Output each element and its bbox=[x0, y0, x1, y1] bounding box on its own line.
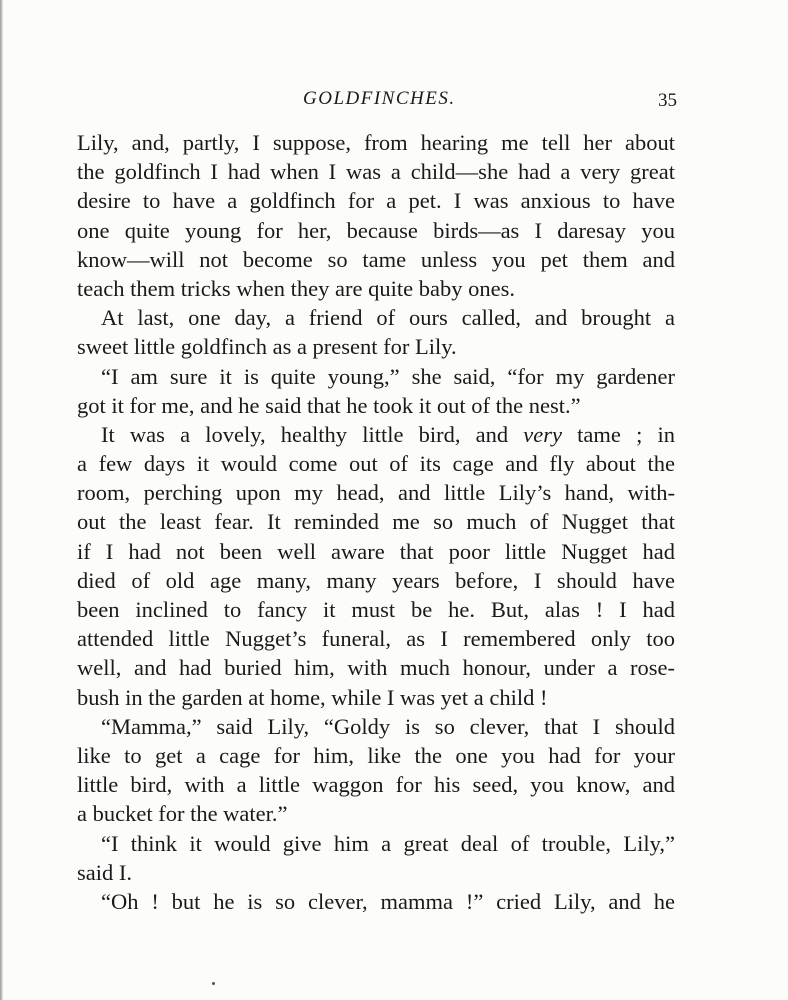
text-line: a bucket for the water.” bbox=[77, 801, 288, 827]
text-line: been inclined to fancy it must be he. But, alas ! I had bbox=[77, 597, 675, 622]
text-line: Lily, and, partly, I suppose, from hearing me tell her about bbox=[77, 130, 675, 155]
print-speck bbox=[212, 982, 215, 985]
text-line: well, and had buried him, with much honour, under a rose- bbox=[77, 655, 675, 681]
text-line: like to get a cage for him, like the one you had for your bbox=[77, 742, 675, 768]
text-line: if I had not been well aware that poor little Nugget had bbox=[77, 538, 675, 564]
page-edge-shadow bbox=[0, 0, 3, 1000]
text-line: got it for me, and he said that he took it out of the nest.” bbox=[77, 392, 581, 418]
text-line: “Oh ! but he is so clever, mamma !” cried Lily, and he bbox=[101, 888, 675, 914]
text-line: little bird, with a little waggon for his seed, you know, and bbox=[77, 772, 675, 798]
text-line: desire to have a goldfinch for a pet. I was anxious to have bbox=[77, 188, 675, 214]
chapter-title: GOLDFINCHES. bbox=[303, 88, 456, 109]
text-line: know—will not become so tame unless you pet them and bbox=[77, 246, 675, 272]
text-line: out the least fear. It reminded me so much of Nugget that bbox=[77, 509, 675, 535]
text-line: It was a lovely, healthy little bird, and very tame ; in bbox=[101, 421, 675, 447]
page-number: 35 bbox=[658, 90, 677, 111]
text-line: said I. bbox=[77, 859, 132, 885]
text-line: died of old age many, many years before, I should have bbox=[77, 567, 675, 593]
text-line: bush in the garden at home, while I was yet a child ! bbox=[77, 684, 548, 710]
text-line: a few days it would come out of its cage and fly about the bbox=[77, 451, 675, 477]
text-line: “I am sure it is quite young,” she said, “for my gardener bbox=[101, 363, 675, 389]
text-line: sweet little goldfinch as a present for Lily. bbox=[77, 334, 457, 360]
text-line: At last, one day, a friend of ours called, and brought a bbox=[101, 305, 675, 331]
text-line: one quite young for her, because birds—as I daresay you bbox=[77, 217, 675, 243]
body-text bbox=[77, 128, 675, 916]
text-line: room, perching upon my head, and little Lily’s hand, with- bbox=[77, 480, 675, 506]
running-head bbox=[0, 88, 788, 118]
text-line: “Mamma,” said Lily, “Goldy is so clever, that I should bbox=[101, 713, 675, 739]
text-line: teach them tricks when they are quite baby ones. bbox=[77, 275, 515, 301]
text-line: the goldfinch I had when I was a child—she had a very great bbox=[77, 159, 675, 185]
text-line: “I think it would give him a great deal of trouble, Lily,” bbox=[101, 830, 675, 856]
text-line: attended little Nugget’s funeral, as I remembered only too bbox=[77, 626, 675, 652]
